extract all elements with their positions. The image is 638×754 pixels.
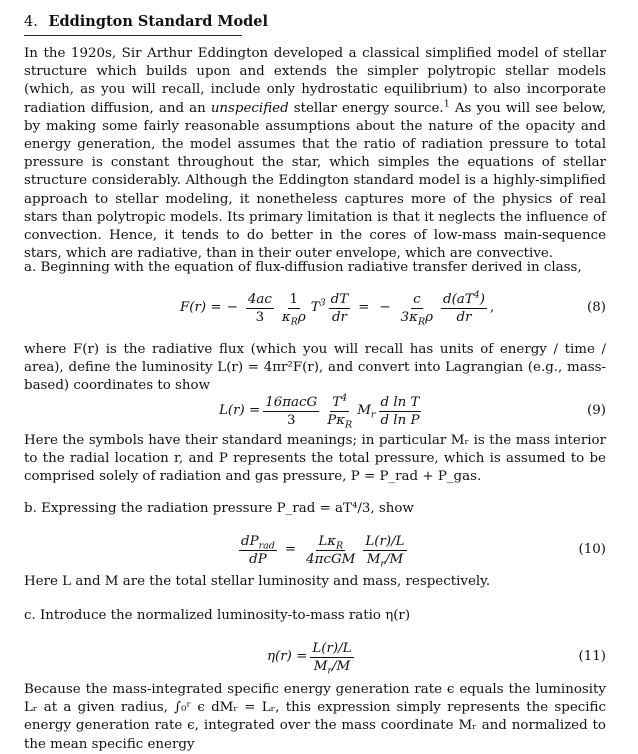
heading-underline	[24, 35, 242, 36]
intro-text-3: As you will see below, by making some fairly reasonable assumptions about the nature of the opacity and energy generation, the model assumes that the ratio of radiation pressure to total pressure is constant throughout the star, which simples the equations of stellar structure considerably. Although the Eddington standard model is a highly-simplified approach to stellar modeling, it nonetheless captures more of the physics of real stars than polytropic models. Its primary limitation is that it neglects the influence of convection. Hence, it tends to do better in the cores of low-mass main-sequence stars, which are radiative, than in their outer envelope, which are convective.	[24, 100, 606, 262]
part-b-after-eq10: Here L and M are the total stellar luminosity and mass, respectively.	[24, 574, 491, 589]
part-a-lead: a. Beginning with the equation of flux-diffusion radiative transfer derived in class,	[24, 260, 582, 275]
intro-text-2: stellar energy source.	[293, 100, 444, 116]
equation-8: F(r) = − $\frac{4ac}{3}$ $\frac{1}{\kappa_R\rho}$ $T^3$ $\frac{dT}{dr}$ = − $\frac{c}{3\kappa_R\rho}$ $\frac{d(aT^4)}{dr}$ , (8)	[180, 289, 606, 328]
section-heading	[24, 13, 268, 31]
eq10-number: (10)	[578, 542, 606, 557]
part-a-after-eq9: Here the symbols have their standard meanings; in particular Mᵣ is the mass interior to the radial location r, and P represents the total pressure, which is assumed to be comprised solely of radiation and gas pressure, P = P_rad + P_gas.	[24, 433, 606, 485]
part-b-lead: b. Expressing the radiation pressure P_rad = aT⁴/3, show	[24, 501, 414, 516]
intro-emphasis: unspecified	[210, 100, 289, 116]
eq8-lhs: F(r) =	[180, 299, 222, 315]
section-number: 4.	[24, 14, 38, 30]
eq8-equals: =	[358, 299, 370, 315]
eq9-lhs: L(r) =	[219, 402, 261, 418]
footnote-marker: 1	[443, 98, 450, 110]
part-c-after-eq11: Because the mass-integrated specific energy generation rate ϵ equals the luminosity Lᵣ at a given radius, ∫₀ʳ ϵ dMᵣ = Lᵣ, this expression simply represents the specific energy generation rate ϵ, integrated over the mass coordinate Mᵣ and normalized to the mean specific energy	[24, 682, 606, 752]
eq9-number: (9)	[587, 403, 606, 418]
intro-text-1: In the 1920s, Sir Arthur Eddington developed a classical simplified model of stellar structure which builds upon and extends the simpler polytropic stellar models (which, as you will recall, include only hydrostatic equilibrium) to also incorporate radiation diffusion, and an	[24, 46, 606, 116]
part-a-after-eq8: where F(r) is the radiative flux (which you will recall has units of energy / time / area), define the luminosity L(r) = 4πr²F(r), and convert into Lagrangian (e.g., mass-based) coordinates to show	[24, 342, 606, 394]
equation-10: $\frac{dP_{rad}}{dP}$ = $\frac{L\kappa_R}{\text{4πcGM}}$ $\frac{L(r)/L}{M_r/M}$ (10)	[241, 533, 606, 570]
equation-9: L(r) = $\frac{\text{16πacG}}{3}$ $\frac{T^4}{P\kappa_R}$ $M_r$ $\frac{\text{d ln T}}{\text{d ln P}}$ (9)	[219, 392, 606, 431]
part-c-lead: c. Introduce the normalized luminosity-to-mass ratio η(r)	[24, 608, 411, 623]
section-title: Eddington Standard Model	[48, 13, 268, 30]
eq11-number: (11)	[578, 649, 606, 664]
equation-11: η(r) = $\frac{L(r)/L}{M_r/M}$ (11)	[267, 640, 606, 677]
eq11-lhs: η(r) =	[267, 648, 308, 664]
intro-paragraph	[24, 45, 606, 263]
eq8-number: (8)	[587, 300, 606, 315]
